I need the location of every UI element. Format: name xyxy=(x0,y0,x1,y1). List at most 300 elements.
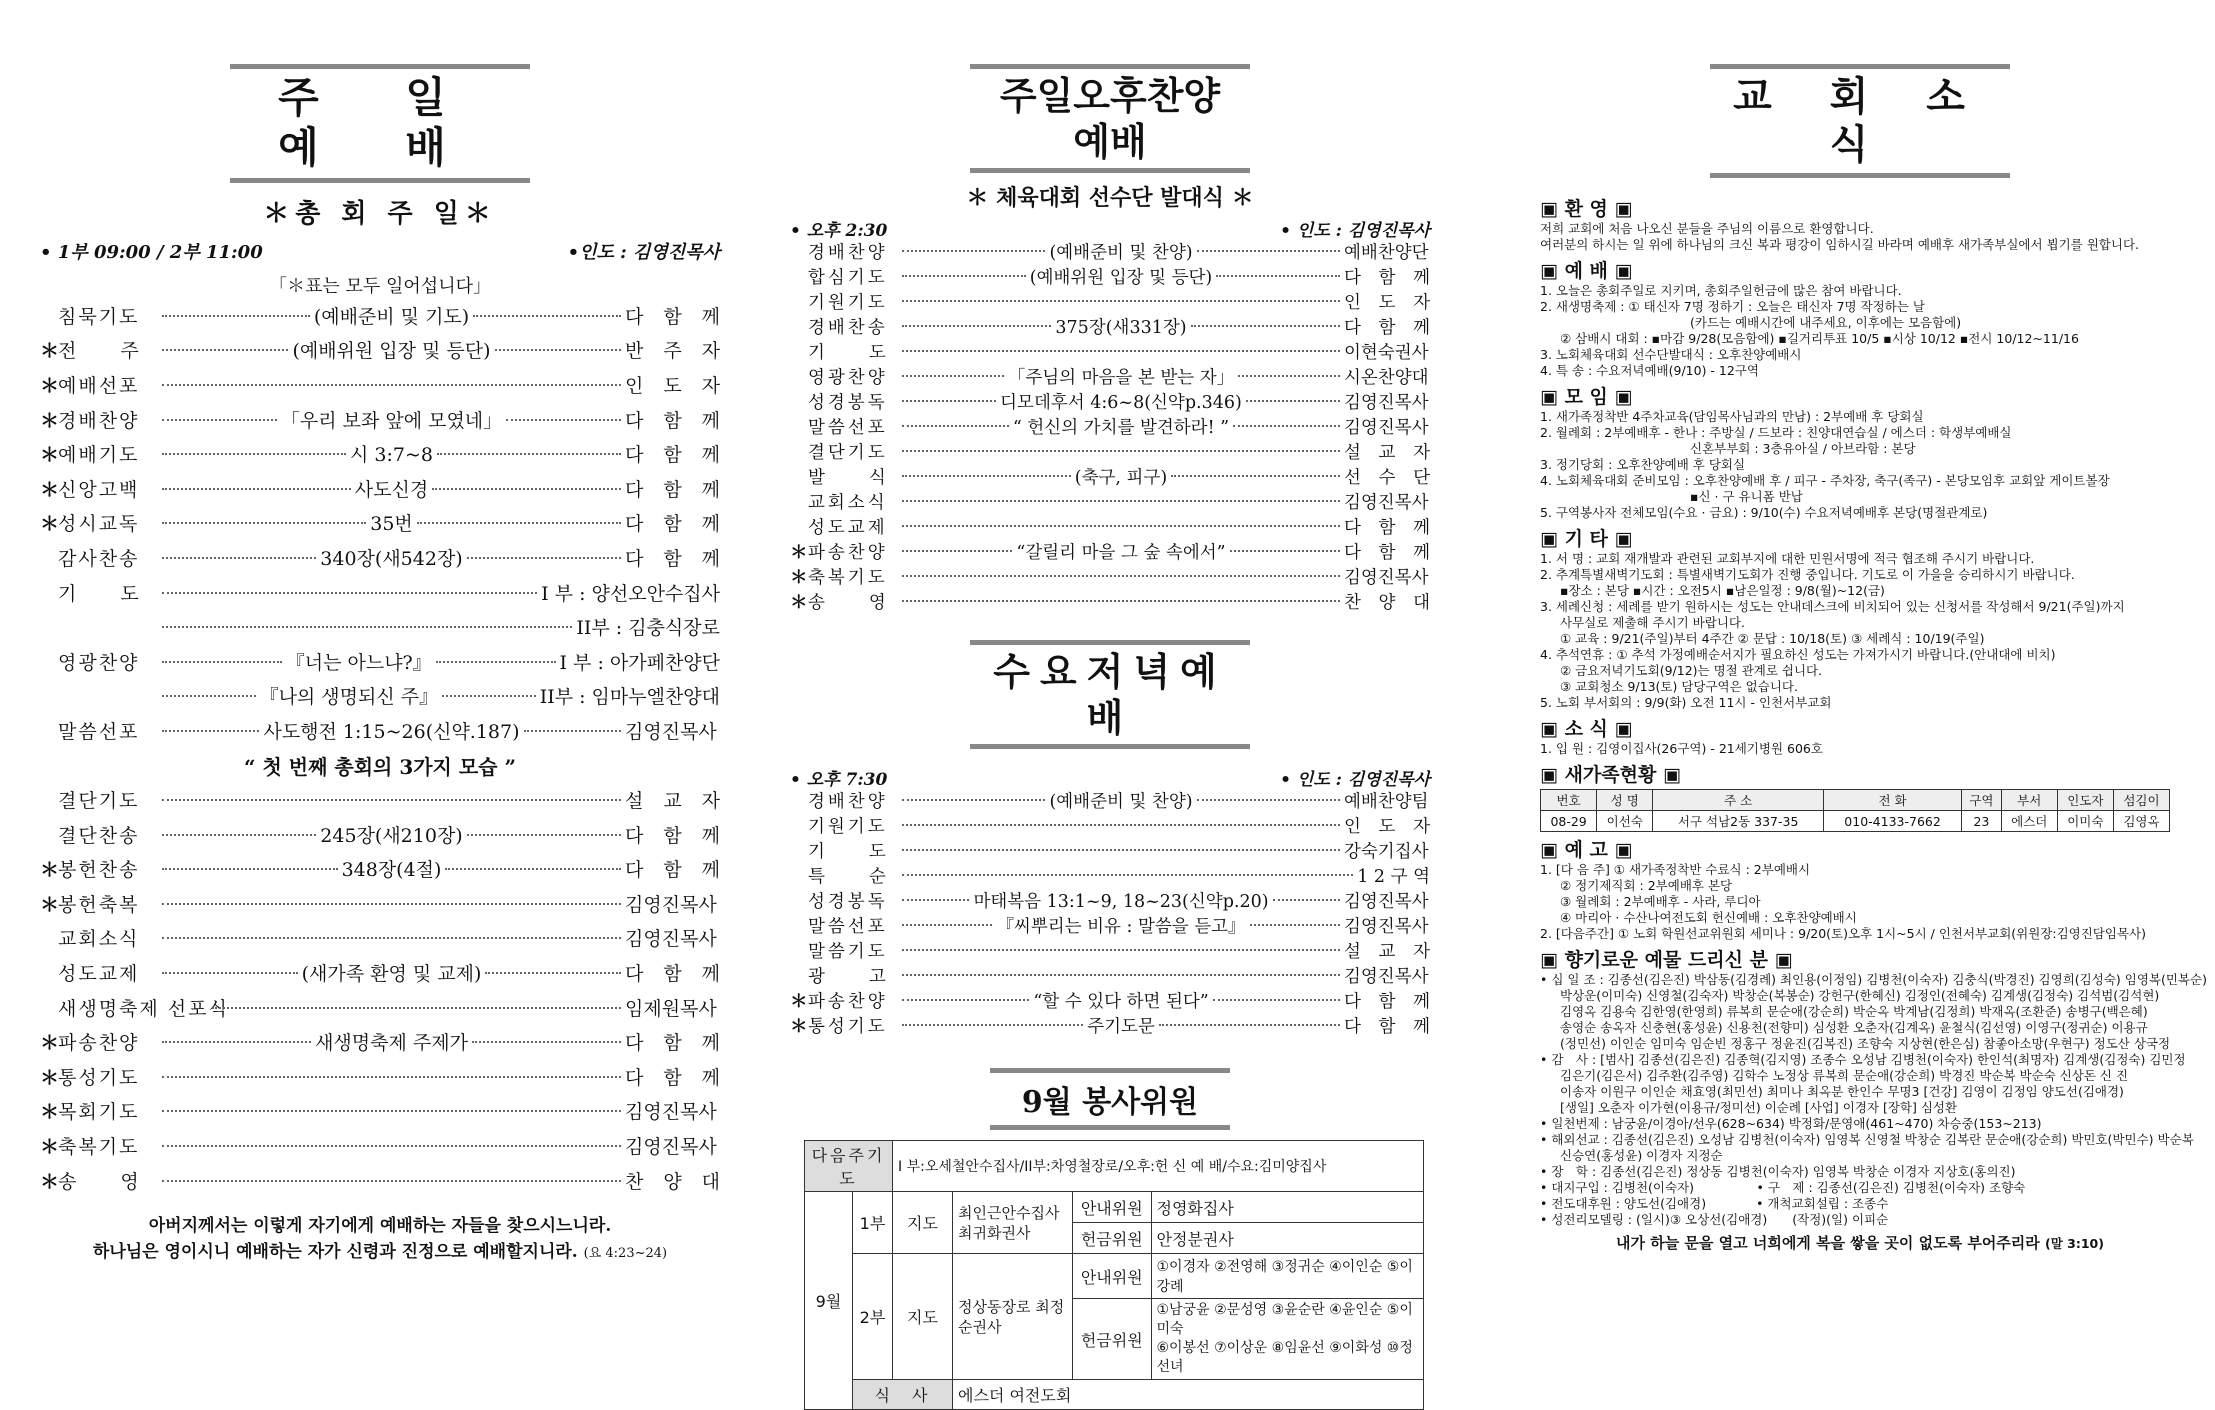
order-content: 시 3:7~8 xyxy=(350,444,433,467)
dot-leader xyxy=(1213,999,1340,1001)
order-label: 성도교제 xyxy=(58,963,140,986)
wednesday-order-list xyxy=(790,790,1430,1040)
order-person: 반 주 자 xyxy=(625,340,721,363)
order-content: (예배위원 입장 및 등단) xyxy=(292,340,491,363)
wednesday-worship-title: 수요저녁예배 xyxy=(970,640,1250,749)
order-item xyxy=(790,840,1430,865)
stand-mark: ＊ xyxy=(40,340,60,363)
dot-leader xyxy=(162,868,338,870)
offering-text xyxy=(1540,972,2207,1228)
order-label: 경배찬송 xyxy=(808,318,888,339)
order-person: I 부 : 아가페찬양단 xyxy=(559,651,721,674)
table-header-cell: 부서 xyxy=(2001,790,2057,811)
order-label: 파송찬양 xyxy=(58,1032,140,1055)
order-person: 인 도 자 xyxy=(1344,817,1430,838)
order-item xyxy=(790,291,1430,316)
news-line: 박상운(이미숙) 신영철(김숙자) 박창순(복봉순) 강헌구(한혜신) 김정인(전혜숙) 김계생(김정숙) 김석범(김석현) xyxy=(1560,988,2160,1003)
news-line: 여러분의 하시는 일 위에 하나님의 크신 복과 평강이 임하시길 바라며 예배후 새가족부실에서 뵙기를 원합니다. xyxy=(1540,237,2140,252)
order-content: 245장(새210장) xyxy=(320,824,463,847)
order-content: (예배준비 및 기도) xyxy=(313,305,470,328)
order-person: 다 함 께 xyxy=(625,409,720,432)
order-item xyxy=(40,577,720,612)
news-line: 2. [다음주간] ① 노회 학원선교위원회 세미나 : 9/20(토)오후 1시~5시 / 인천서부교회(위원장:김영진담임목사) xyxy=(1540,926,2146,941)
order-person: 김영진목사 xyxy=(1344,418,1429,439)
order-item xyxy=(40,680,720,715)
dot-leader xyxy=(902,924,992,926)
order-person: 다 함 께 xyxy=(625,513,720,536)
order-item xyxy=(790,441,1430,466)
news-line: 4. 특 송 : 수요저녁예배(9/10) - 12구역 xyxy=(1540,363,1759,378)
order-person: 다 함 께 xyxy=(625,859,721,882)
dot-leader xyxy=(902,425,1009,427)
news-line: ① 교육 : 9/21(주일)부터 4주간 ② 문답 : 10/18(토) ③ 세례식 : 10/19(주일) xyxy=(1560,631,1985,646)
dot-leader xyxy=(1230,550,1340,552)
order-content: 「주님의 마음을 본 받는 자」 xyxy=(1007,368,1235,389)
dot-leader xyxy=(485,972,621,974)
news-line: ② 삼배시 대회 : ▪마감 9/28(모음함에) ▪길거리투표 10/5 ▪시상 10/12 ▪전시 10/12~11/16 xyxy=(1560,331,2079,346)
notice-text xyxy=(1540,862,2180,942)
order-person: 김영진목사 xyxy=(625,1101,717,1124)
order-item xyxy=(40,1130,720,1165)
order-person: 다 함 께 xyxy=(1344,318,1430,339)
order-item xyxy=(40,611,720,646)
part2-cell: 2부 xyxy=(853,1254,893,1380)
table-header-cell: 주 소 xyxy=(1653,790,1824,811)
order-content: 『너는 아느냐?』 xyxy=(285,651,432,674)
order-label: 봉헌축복 xyxy=(58,893,140,916)
dot-leader xyxy=(212,1007,621,1009)
dot-leader xyxy=(162,730,259,732)
order-label: 광 고 xyxy=(808,967,889,988)
order-item xyxy=(790,940,1430,965)
order-person: 김영진목사 xyxy=(625,1136,717,1159)
dot-leader xyxy=(162,972,298,974)
dot-leader xyxy=(162,799,621,801)
dot-leader xyxy=(902,874,1353,876)
order-person: II부 : 김충식장로 xyxy=(576,617,720,640)
order-content: 『나의 생명되신 주』 xyxy=(259,686,439,709)
dot-leader xyxy=(162,1110,621,1112)
closing-verse xyxy=(1540,1232,2180,1253)
part1-money-label: 헌금위원 xyxy=(1073,1223,1151,1253)
dot-leader xyxy=(1171,475,1340,477)
worship-text xyxy=(1540,283,2180,379)
news-line: • 일천번제 : 남궁윤/이경아/선우(628~634) 박정화/문영애(461~470) 차승중(153~213) xyxy=(1540,1116,2042,1131)
order-label: 예배선포 xyxy=(58,374,140,397)
sunday-worship-title: 주 일 예 배 xyxy=(230,64,530,183)
news-line: ② 금요저녁기도회(9/12)는 명절 관계로 쉽니다. xyxy=(1560,663,1823,678)
order-label: 합심기도 xyxy=(808,268,888,289)
dot-leader xyxy=(467,834,621,836)
dot-leader xyxy=(162,315,310,317)
table-header-cell: 전 화 xyxy=(1824,790,1962,811)
order-person: 다 함 께 xyxy=(1344,1017,1430,1038)
stand-mark: ＊ xyxy=(790,992,808,1013)
order-label: 기원기도 xyxy=(808,817,888,838)
order-label: 말씀기도 xyxy=(808,942,888,963)
order-person: 설 교 자 xyxy=(625,790,720,813)
news-line: 신혼부부회 : 3층유아실 / 아브라함 : 본당 xyxy=(1690,441,1916,456)
order-content: “할 수 있다 하면 된다” xyxy=(1033,992,1209,1013)
order-person: 김영진목사 xyxy=(1344,967,1429,988)
sunday-worship-column xyxy=(40,0,721,1263)
order-label: 침묵기도 xyxy=(58,305,140,328)
order-item xyxy=(40,300,720,335)
dot-leader xyxy=(1233,425,1340,427)
dot-leader xyxy=(445,868,621,870)
part1-cell: 1부 xyxy=(853,1192,893,1254)
dot-leader xyxy=(902,275,1026,277)
dot-leader xyxy=(902,300,1340,302)
dot-leader xyxy=(162,834,316,836)
dot-leader xyxy=(162,592,537,594)
order-person: I 부 : 양선오안수집사 xyxy=(541,582,720,605)
order-content: (예배준비 및 찬양) xyxy=(1049,243,1193,264)
news-line: ③ 교회청소 9/13(토) 담당구역은 없습니다. xyxy=(1560,679,1798,694)
news-line: ④ 마리아 · 수산나여전도회 헌신예배 : 오후찬양예배시 xyxy=(1560,910,1857,925)
next-prayer-value: I 부:오세철안수집사/II부:차영철장로/오후:헌 신 예 배/수요:김미양집사 xyxy=(893,1141,1424,1192)
dot-leader xyxy=(162,557,316,559)
order-content: 사도행전 1:15~26(신약.187) xyxy=(263,720,520,743)
order-content: 새생명축제 주제가 xyxy=(315,1032,468,1055)
order-label: 기 도 xyxy=(58,582,141,605)
order-item xyxy=(790,965,1430,990)
dot-leader xyxy=(902,799,1045,801)
order-item xyxy=(40,1095,720,1130)
order-person: 김영진목사 xyxy=(625,720,717,743)
closing-verse-ref: (말 3:10) xyxy=(2045,1236,2104,1251)
news-line: ② 정기제직회 : 2부예배후 본당 xyxy=(1560,878,1733,893)
order-content: “갈릴리 마을 그 숲 속에서” xyxy=(1016,543,1226,564)
dot-leader xyxy=(902,375,1004,377)
news-line: 5. 노회 부서회의 : 9/9(화) 오전 11시 - 인천서부교회 xyxy=(1540,695,1832,710)
table-header-cell: 구역 xyxy=(1962,790,2002,811)
order-content: 375장(새331장) xyxy=(1055,318,1187,339)
part2-money-b: ⑥이봉선 ⑦이상운 ⑧임윤선 ⑨이화성 ⑩정선녀 xyxy=(1156,1340,1413,1376)
order-content: (예배준비 및 찬양) xyxy=(1049,792,1193,813)
table-cell: 김영옥 xyxy=(2113,811,2169,832)
dot-leader xyxy=(473,315,621,317)
order-person: 김영진목사 xyxy=(1344,493,1429,514)
table-cell: 이선숙 xyxy=(1597,811,1653,832)
order-label: 송 영 xyxy=(808,593,889,614)
dot-leader xyxy=(162,453,346,455)
news-line: • 감 사 : [범사] 김종선(김은진) 김종혁(김지영) 조종수 오성남 김병천(이숙자) 한인석(최명자) 김계생(김정숙) 김민정 xyxy=(1540,1052,2186,1067)
dot-leader xyxy=(162,349,288,351)
dot-leader xyxy=(436,661,556,663)
sunday-worship-subtitle: ＊총 회 주 일＊ xyxy=(263,198,497,229)
order-label: 예배기도 xyxy=(58,444,140,467)
stand-mark: ＊ xyxy=(790,568,808,589)
order-item xyxy=(40,1026,720,1061)
news-line: 1. 새가족정착반 4주차교육(담임목사님과의 만남) : 2부예배 후 당회실 xyxy=(1540,409,1924,424)
dot-leader xyxy=(1246,400,1340,402)
news-line: 5. 구역봉사자 전체모임(수요 · 금요) : 9/10(수) 수요저녁예배후 본당(명절관계로) xyxy=(1540,505,1988,520)
news-line: 2. 월례회 : 2부예배후 - 한나 : 주방실 / 드보라 : 친양대연습실 / 에스더 : 학생부예배실 xyxy=(1540,425,2012,440)
order-label: 성시교독 xyxy=(58,513,140,536)
order-item xyxy=(790,815,1430,840)
order-item xyxy=(790,915,1430,940)
order-item xyxy=(790,790,1430,815)
afternoon-leader: • 인도 : 김영진목사 xyxy=(1280,221,1430,242)
stand-mark: ＊ xyxy=(40,1101,60,1124)
order-content: 340장(새542장) xyxy=(320,547,463,570)
order-person: 임제원목사 xyxy=(625,997,717,1020)
notice-heading: ▣ 예 고 ▣ xyxy=(1540,839,1633,861)
dot-leader xyxy=(1238,375,1340,377)
stand-mark: ＊ xyxy=(40,1170,60,1193)
dot-leader xyxy=(417,522,621,524)
dot-leader xyxy=(902,525,1340,527)
order-content: “ 헌신의 가치를 발견하라! ” xyxy=(1012,418,1230,439)
dot-leader xyxy=(524,730,621,732)
order-item xyxy=(40,646,720,681)
order-person: 예배찬양팀 xyxy=(1344,792,1429,813)
news-line: • 전도대후원 : 양도선(김애경) • 개척교회설립 : 조종수 xyxy=(1540,1196,1889,1211)
part1-guide-label: 지도 xyxy=(893,1192,953,1254)
meeting-heading: ▣ 모 임 ▣ xyxy=(1540,386,1633,408)
news-line: • 십 일 조 : 김종선(김은진) 박삼동(김경례) 최인용(이정임) 김병천(이숙자) 김충식(박경진) 김영희(김성숙) 임영복(민복순) xyxy=(1540,972,2207,987)
order-item xyxy=(790,416,1430,441)
order-item xyxy=(40,542,720,577)
order-item xyxy=(40,473,720,508)
order-person: 김영진목사 xyxy=(1344,393,1429,414)
news-text xyxy=(1540,741,2180,757)
dot-leader xyxy=(902,250,1045,252)
afternoon-order-list xyxy=(790,241,1430,616)
order-item xyxy=(40,992,720,1027)
order-label: 특 순 xyxy=(808,867,889,888)
news-line: (카드는 예배시간에 내주세요, 이후에는 모음함에) xyxy=(1690,315,1962,330)
order-person: 김영진목사 xyxy=(1344,917,1429,938)
stand-mark: ＊ xyxy=(790,543,808,564)
order-label: 성경봉독 xyxy=(808,393,888,414)
verse-line-1: 아버지께서는 이렇게 자기에게 예배하는 자들을 찾으시느니라. xyxy=(148,1216,612,1237)
stand-mark: ＊ xyxy=(40,1136,60,1159)
scripture-verse xyxy=(40,1213,720,1267)
order-label: 말씀선포 xyxy=(808,418,888,439)
order-item xyxy=(40,922,720,957)
dot-leader xyxy=(472,1041,621,1043)
order-person: 설 교 자 xyxy=(1344,443,1430,464)
order-label: 축복기도 xyxy=(808,568,888,589)
news-line: [생일] 오춘자 이가현(이용규/정미선) 이순례 [사업] 이경자 [장학] 심성환 xyxy=(1560,1100,1958,1115)
order-label: 통성기도 xyxy=(58,1066,140,1089)
news-line: 1. [다 음 주] ① 새가족정착반 수료식 : 2부예배시 xyxy=(1540,862,1811,877)
order-item xyxy=(790,266,1430,291)
dot-leader xyxy=(1197,250,1340,252)
dot-leader xyxy=(162,1145,621,1147)
order-label: 기 도 xyxy=(808,842,889,863)
order-item xyxy=(790,491,1430,516)
wednesday-time: • 오후 7:30 xyxy=(790,770,888,791)
order-person: 김영진목사 xyxy=(1344,568,1429,589)
dot-leader xyxy=(506,419,621,421)
dot-leader xyxy=(162,384,621,386)
news-line: 3. 정기당회 : 오후찬양예배 후 당회실 xyxy=(1540,457,1746,472)
order-label: 경배찬양 xyxy=(808,243,888,264)
order-person: 1 2 구 역 xyxy=(1357,867,1430,888)
stand-mark: ＊ xyxy=(40,374,60,397)
order-item xyxy=(40,888,720,923)
table-header-cell: 인도자 xyxy=(2057,790,2113,811)
news-line: 사무실로 제출해 주시기 바랍니다. xyxy=(1560,615,1745,630)
meal-label: 식 사 xyxy=(853,1380,953,1410)
order-person: 다 함 께 xyxy=(625,444,721,467)
order-person: 다 함 께 xyxy=(625,547,721,570)
order-item xyxy=(40,784,720,819)
stand-mark: ＊ xyxy=(40,1066,60,1089)
part2-usher: ①이경자 ②전영해 ③정귀순 ④이인순 ⑤이강례 xyxy=(1156,1259,1413,1296)
dot-leader xyxy=(162,661,282,663)
table-header-cell: 번호 xyxy=(1541,790,1597,811)
order-label: 봉헌찬송 xyxy=(58,859,140,882)
order-item xyxy=(40,957,720,992)
news-line: 이송자 이원구 이인순 채효영(최민선) 최미나 최옥분 한인수 무명3 [건강] 김영이 김정임 양도선(김애경) xyxy=(1560,1084,2124,1099)
order-item xyxy=(40,369,720,404)
order-person: 인 도 자 xyxy=(1344,293,1430,314)
dot-leader xyxy=(467,557,621,559)
order-person: 인 도 자 xyxy=(625,374,720,397)
news-line: 1. 오늘은 총회주일로 지키며, 총회주일헌금에 많은 참여 바랍니다. xyxy=(1540,283,1902,298)
etc-heading: ▣ 기 타 ▣ xyxy=(1540,528,1633,550)
news-line: • 장 학 : 김종선(김은진) 정상동 김병천(이숙자) 임영복 박창순 이경자 지상호(홍의진) xyxy=(1540,1164,2016,1179)
verse-line-2: 하나님은 영이시니 예배하는 자가 신령과 진정으로 예배할지니라. xyxy=(92,1242,578,1263)
order-person: 김영진목사 xyxy=(625,928,717,951)
order-item xyxy=(40,715,720,750)
part2-money-a: ①남궁윤 ②문성영 ③윤순란 ④윤인순 ⑤이미숙 xyxy=(1156,1302,1413,1338)
volunteers-title: 9월 봉사위원 xyxy=(990,1068,1230,1130)
order-person: 예배찬양단 xyxy=(1344,243,1429,264)
order-label: 발 식 xyxy=(808,468,889,489)
news-line: 4. 노회체육대회 준비모임 : 오후찬양예배 후 / 피구 - 주차장, 축구(족구) - 본당모임후 교회앞 게이트볼장 xyxy=(1540,473,2110,488)
news-line: 저희 교회에 처음 나오신 분들을 주님의 이름으로 환영합니다. xyxy=(1540,221,1874,236)
order-person: 다 함 께 xyxy=(625,1066,720,1089)
dot-leader xyxy=(902,575,1340,577)
order-person: 다 함 께 xyxy=(625,305,721,328)
stand-mark: ＊ xyxy=(40,478,60,501)
order-label: 파송찬양 xyxy=(808,543,888,564)
order-person: 찬 양 대 xyxy=(625,1170,720,1193)
dot-leader xyxy=(162,626,572,628)
dot-leader xyxy=(902,899,969,901)
order-item xyxy=(790,466,1430,491)
order-item xyxy=(40,1061,720,1096)
order-label: 목회기도 xyxy=(58,1101,140,1124)
order-content: 마태복음 13:1~9, 18~23(신약p.20) xyxy=(973,892,1269,913)
part2-guides: 정상동장로 최정순권사 xyxy=(953,1254,1073,1380)
dot-leader xyxy=(162,419,277,421)
order-item xyxy=(790,1015,1430,1040)
order-item xyxy=(40,334,720,369)
order-content: (새가족 환영 및 교제) xyxy=(301,963,482,986)
part1-usher-label: 안내위원 xyxy=(1073,1192,1151,1222)
dot-leader xyxy=(902,450,1340,452)
news-line: 김은기(김은서) 김주환(김주영) 김학수 노정상 류복희 문순애(강순희) 박경진 박순복 박순숙 신상돈 신 진 xyxy=(1560,1068,2129,1083)
table-header-cell: 섬김이 xyxy=(2113,790,2169,811)
order-person: 김영진목사 xyxy=(625,893,717,916)
order-item xyxy=(790,316,1430,341)
order-item xyxy=(40,438,720,473)
dot-leader xyxy=(902,949,1340,951)
dot-leader xyxy=(1250,924,1340,926)
order-item xyxy=(790,241,1430,266)
order-label: 성도교제 xyxy=(808,518,888,539)
afternoon-worship-title: 주일오후찬양예배 xyxy=(970,64,1250,173)
order-content: 『씨뿌리는 비유 : 말씀을 듣고』 xyxy=(996,917,1246,938)
wednesday-time-row xyxy=(790,765,1430,790)
order-content: 「우리 보좌 앞에 모였네」 xyxy=(280,409,503,432)
part1-guides: 최인근안수집사 최귀화권사 xyxy=(953,1192,1073,1254)
order-person: 설 교 자 xyxy=(1344,942,1430,963)
order-label: 교회소식 xyxy=(808,493,888,514)
order-label: 송 영 xyxy=(58,1170,141,1193)
order-label: 교회소식 xyxy=(58,928,140,951)
standing-note: 「＊표는 모두 일어섭니다」 xyxy=(269,275,491,297)
month-cell: 9월 xyxy=(805,1192,853,1410)
news-line: 3. 세례신청 : 세례를 받기 원하시는 성도는 안내데스크에 비치되어 있는 신청서를 작성해서 9/21(주일)까지 xyxy=(1540,599,2125,614)
dot-leader xyxy=(902,600,1340,602)
table-header-cell: 성 명 xyxy=(1597,790,1653,811)
news-line: 신승연(홍성윤) 이경자 지정순 xyxy=(1560,1148,1723,1163)
news-line: 3. 노회체육대회 선수단발대식 : 오후찬양예배시 xyxy=(1540,347,1802,362)
order-person: 선 수 단 xyxy=(1344,468,1430,489)
afternoon-subtitle: ＊ 체육대회 선수단 발대식 ＊ xyxy=(966,185,1254,212)
order-content: 35번 xyxy=(370,513,413,536)
table-cell: 서구 석남2동 337-35 xyxy=(1653,811,1824,832)
order-item xyxy=(790,890,1430,915)
new-family-heading: ▣ 새가족현황 ▣ xyxy=(1540,764,1681,786)
church-news-column xyxy=(1540,0,2207,1252)
dot-leader xyxy=(162,522,366,524)
order-list xyxy=(40,300,720,750)
order-content: 디모데후서 4:6~8(신약p.346) xyxy=(1000,393,1242,414)
dot-leader xyxy=(495,349,621,351)
table-cell: 23 xyxy=(1962,811,2002,832)
order-item xyxy=(790,990,1430,1015)
volunteers-table xyxy=(804,1140,1424,1410)
news-line: 1. 입 원 : 김영이집사(26구역) - 21세기병원 606호 xyxy=(1540,741,1823,756)
dot-leader xyxy=(162,903,621,905)
stand-mark: ＊ xyxy=(40,444,60,467)
order-person: 강숙기집사 xyxy=(1344,842,1429,863)
dot-leader xyxy=(162,488,351,490)
order-label: 영광찬양 xyxy=(808,368,888,389)
order-item xyxy=(790,341,1430,366)
news-line: ▪장소 : 본당 ▪시간 : 오전5시 ▪남은일정 : 9/8(월)~12(금) xyxy=(1560,583,1885,598)
stand-mark: ＊ xyxy=(40,1032,60,1055)
dot-leader xyxy=(1216,275,1340,277)
order-label: 말씀선포 xyxy=(808,917,888,938)
table-cell: 08-29 xyxy=(1541,811,1597,832)
etc-text xyxy=(1540,551,2180,711)
order-item xyxy=(40,507,720,542)
order-label: 기원기도 xyxy=(808,293,888,314)
dot-leader xyxy=(162,1076,621,1078)
dot-leader xyxy=(437,453,621,455)
order-list-2 xyxy=(40,784,720,1199)
order-content: (축구, 피구) xyxy=(1074,468,1168,489)
dot-leader xyxy=(902,824,1340,826)
part2-usher-label: 안내위원 xyxy=(1073,1254,1151,1298)
dot-leader xyxy=(902,999,1029,1001)
time-leader-row xyxy=(40,238,720,264)
news-line: 1. 서 명 : 교회 재개발과 관련된 교회부지에 대한 민원서명에 적극 협조해 주시기 바랍니다. xyxy=(1540,551,2035,566)
new-family-table xyxy=(1540,789,2170,832)
church-news-title: 교 회 소 식 xyxy=(1710,64,2010,178)
news-line: ▪신 · 구 유니폼 반납 xyxy=(1690,489,1803,504)
part1-money: 안정분권사 xyxy=(1156,1229,1234,1249)
